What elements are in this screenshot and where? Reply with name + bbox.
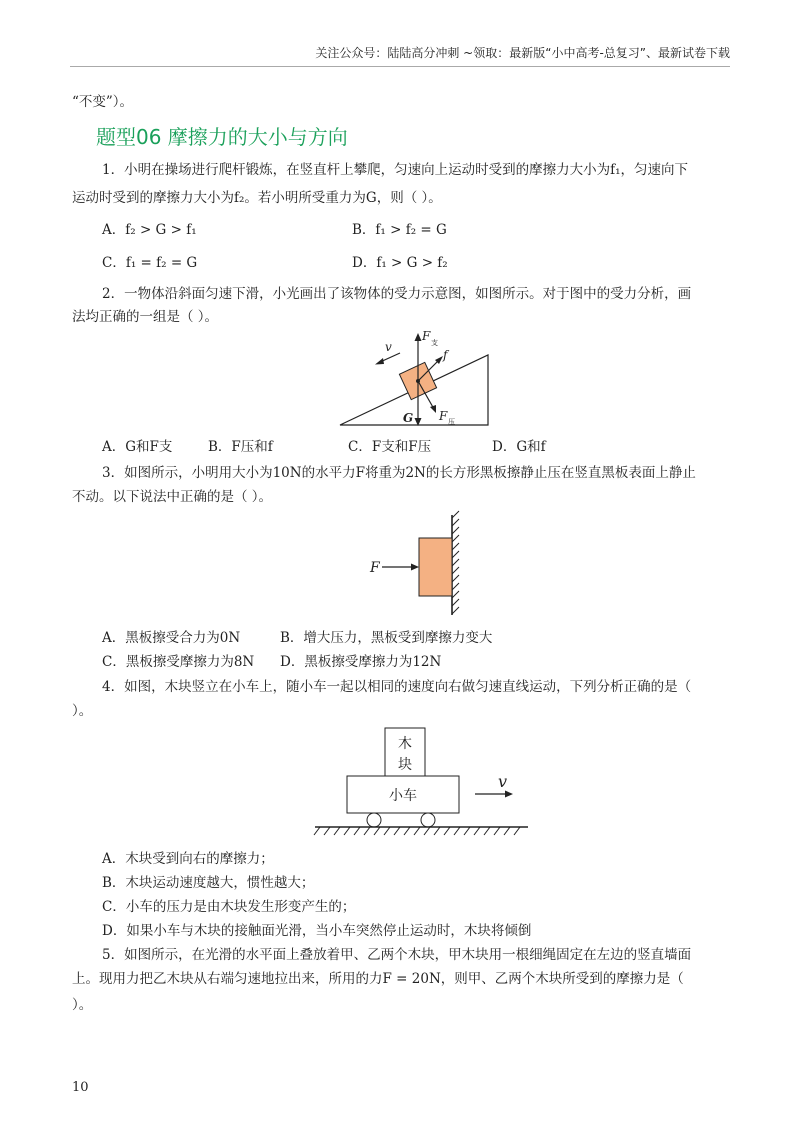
q5-line2: 上。现用力把乙木块从右端匀速地拉出来，所用的力F = 20N，则甲、乙两个木块所受到的摩擦力是（ (72, 971, 684, 987)
q4-line1: 4．如图，木块竖立在小车上，随小车一起以相同的速度向右做匀速直线运动，下列分析正确的是（ (102, 679, 692, 695)
q5-line1: 5．如图所示，在光滑的水平面上叠放着甲、乙两个木块，甲木块用一根细绳固定在左边的竖直墙面 (102, 947, 692, 963)
q3-line2: 不动。以下说法中正确的是（ ）。 (72, 489, 273, 505)
q4-line2: ）。 (72, 703, 93, 719)
pressure-force-label: F (439, 409, 448, 423)
q4-option-c: C．小车的压力是由木块发生形变产生的； (102, 899, 356, 915)
cart-wheel-right (421, 813, 435, 827)
q3-option-c: C．黑板擦受摩擦力为8N (102, 654, 255, 670)
block-label-2: 块 (398, 757, 412, 773)
q4-option-d: D．如果小车与木块的接触面光滑，当小车突然停止运动时，木块将倾倒 (102, 923, 532, 939)
q1-line1: 1．小明在操场进行爬杆锻炼，在竖直杆上攀爬，匀速向上运动时受到的摩擦力大小为f₁，匀速向下 (102, 162, 688, 178)
q1-option-b: B．f₁ > f₂ = G (352, 222, 447, 238)
cart-block-diagram (310, 723, 540, 843)
blackboard-eraser (419, 538, 452, 596)
q5-line3: ）。 (72, 997, 93, 1013)
q3-option-a: A．黑板擦受合力为0N (102, 630, 241, 646)
q2-option-c: C．F支和F压 (348, 439, 432, 455)
q4-option-a: A．木块受到向右的摩擦力； (102, 851, 274, 867)
section-title: 题型06 摩擦力的大小与方向 (96, 125, 348, 149)
cart-wheel-left (367, 813, 381, 827)
q2-option-b: B．F压和f (208, 439, 273, 455)
q2-line1: 2．一物体沿斜面匀速下滑，小光画出了该物体的受力示意图，如图所示。对于图中的受力分析，画 (102, 286, 692, 302)
q1-option-d: D．f₁ > G > f₂ (352, 255, 448, 271)
q2-line2: 法均正确的一组是（ ）。 (72, 309, 219, 325)
cart-label: 小车 (389, 788, 417, 804)
q1-option-a: A．f₂ > G > f₁ (102, 222, 197, 238)
q1-option-c: C．f₁ = f₂ = G (102, 255, 198, 271)
q4-option-b: B．木块运动速度越大，惯性越大； (102, 875, 315, 891)
q3-option-b: B．增大压力，黑板受到摩擦力变大 (280, 630, 493, 646)
gravity-label: G (403, 411, 414, 425)
q2-option-d: D．G和f (492, 439, 546, 455)
cart-velocity-label: v (498, 772, 508, 791)
support-force-label: F (422, 329, 431, 343)
block-label-1: 木 (398, 736, 412, 752)
force-label-f: F (370, 560, 380, 576)
header-rule (70, 66, 730, 67)
incline-force-diagram (330, 325, 500, 430)
q3-option-d: D．黑板擦受摩擦力为12N (280, 654, 442, 670)
q2-option-a: A．G和F支 (102, 439, 173, 455)
blackboard-eraser-diagram (362, 510, 472, 620)
friction-label: f (443, 348, 448, 362)
q3-line1: 3．如图所示，小明用大小为10N的水平力F将重为2N的长方形黑板擦静止压在竖直黑板表面上静止 (102, 465, 696, 481)
page-number: 10 (72, 1080, 89, 1095)
page-header: 关注公众号：陆陆高分冲刺 ~领取：最新版“小中高考-总复习”、最新试卷下载 (315, 46, 730, 60)
intro-text: “不变”）。 (72, 94, 134, 110)
q1-line2: 运动时受到的摩擦力大小为f₂。若小明所受重力为G，则（ ）。 (72, 190, 442, 206)
pressure-force-subscript: 压 (448, 418, 455, 426)
support-force-subscript: 支 (431, 339, 438, 347)
velocity-label: v (385, 340, 392, 354)
